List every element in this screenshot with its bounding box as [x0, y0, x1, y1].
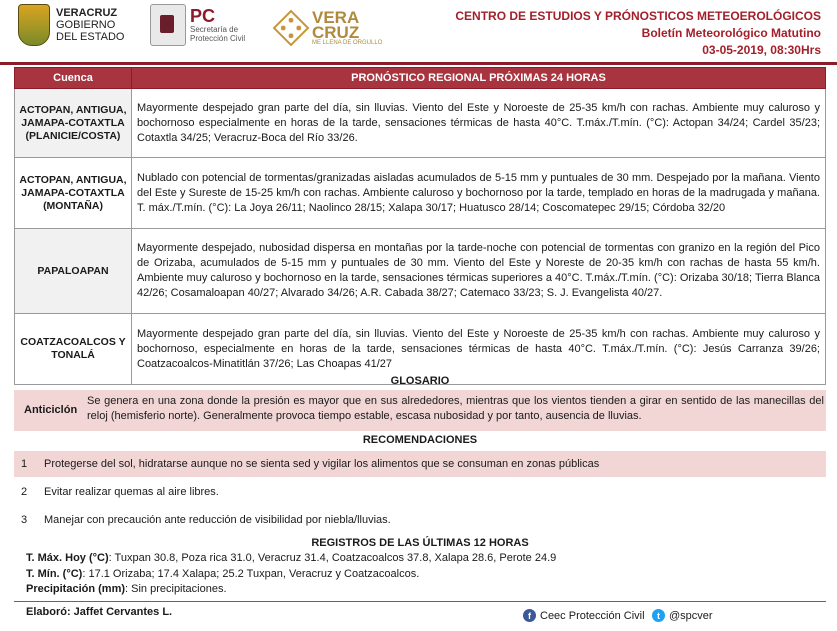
glossary-term: Anticiclón — [24, 404, 78, 416]
header-divider — [0, 62, 837, 65]
recommendations-title: RECOMENDACIONES — [362, 434, 478, 446]
cuenca-cell: COATZACOALCOS Y TONALÁ — [15, 314, 132, 385]
list-item — [14, 451, 826, 477]
brand-line2: CRUZ — [312, 23, 360, 42]
cuenca-cell: ACTOPAN, ANTIGUA, JAMAPA-COTAXTLA (PLANICIE/COSTA) — [15, 89, 132, 158]
proteccion-civil-logo — [150, 4, 245, 46]
pc-line2: Protección Civil — [190, 34, 246, 43]
facebook-icon: f — [523, 609, 536, 622]
twitter-link[interactable] — [652, 609, 713, 622]
forecast-cell: Nublado con potencial de tormentas/granizadas aisladas acumulados de 5-15 mm y puntuales de 30 mm. Despejado por la mañana. Viento del Este y Sureste de 15-25 km/h con rachas. Ambiente caluroso y bochornoso por la tarde, templado en horas de la madrugada y mañana. T. máx./T.mín. (°C): La Joya 26/11; Naolinco 28/15; Xalapa 30/17; Huatusco 28/14; Coscomatepec 29/15; Córdoba 32/20 — [132, 158, 826, 229]
cuenca-cell: PAPALOAPAN — [15, 229, 132, 314]
cuenca-cell: ACTOPAN, ANTIGUA, JAMAPA-COTAXTLA (MONTAÑA) — [15, 158, 132, 229]
column-header-cuenca: Cuenca — [15, 68, 132, 89]
list-item — [14, 507, 826, 533]
facebook-link[interactable] — [523, 609, 645, 622]
records-min — [26, 568, 419, 580]
item-text: Manejar con precaución ante reducción de visibilidad por niebla/lluvias. — [44, 514, 391, 526]
footer-divider — [14, 601, 826, 602]
table-row — [15, 229, 826, 314]
records-max — [26, 552, 556, 564]
forecast-cell: Mayormente despejado gran parte del día, sin lluvias. Viento del Este y Noroeste de 25-35 km/h con rachas. Ambiente muy caluroso y bochornoso, especialmente en horas de la tarde, sensaciones térmicas de hasta 40°C. T.máx./T.mín. (°C): Jesús Carranza 39/26; Coatzacoalcos-Minatitlán 37/26; Las Choapas 41/27 — [132, 314, 826, 385]
pc-line1: Secretaría de — [190, 25, 239, 34]
facebook-handle: Ceec Protección Civil — [540, 609, 645, 622]
item-text: Evitar realizar quemas al aire libres. — [44, 486, 219, 498]
page-header — [0, 0, 837, 62]
glossary-title: GLOSARIO — [390, 375, 450, 387]
brand-line1: VERA — [312, 8, 360, 27]
glossary-definition: Se genera en una zona donde la presión es mayor que en sus alrededores, mientras que los vientos tienden a girar en sentido de las manecillas del reloj (hemisferio norte). Generalmente provoca tiempo estable, escasa nubosidad y por tanto, ausencia de lluvias. — [87, 395, 824, 422]
state-shield-icon — [18, 4, 50, 46]
column-header-pronostico: PRONÓSTICO REGIONAL PRÓXIMAS 24 HORAS — [132, 68, 826, 89]
records-max-label: T. Máx. Hoy (°C) — [26, 552, 109, 564]
item-text: Protegerse del sol, hidratarse aunque no se sienta sed y vigilar los alimentos que se consuman en zonas públicas — [44, 458, 600, 470]
forecast-cell: Mayormente despejado gran parte del día, sin lluvias. Viento del Este y Noroeste de 25-35 km/h con rachas. Ambiente muy caluroso y bochornoso especialmente en horas de la tarde, sensaciones térmicas de hasta 40°C. T.máx./T.mín. (°C): Actopan 34/24; Cardel 35/23; Cotaxtla 34/25; Veracruz-Boca del Río 33/26. — [132, 89, 826, 158]
item-number: 1 — [21, 458, 28, 470]
records-min-label: T. Mín. (°C) — [26, 568, 83, 580]
records-precip-label: Precipitación (mm) — [26, 583, 126, 595]
author-credit: Elaboró: Jaffet Cervantes L. — [26, 606, 173, 618]
item-number: 2 — [21, 486, 28, 498]
item-number: 3 — [21, 514, 28, 526]
list-item — [14, 479, 826, 505]
records-precip-value: : Sin precipitaciones. — [125, 583, 227, 595]
knot-icon — [273, 10, 310, 47]
glossary-box — [14, 390, 826, 431]
twitter-handle: @spcver — [669, 609, 713, 622]
records-max-value: : Tuxpan 30.8, Poza rica 31.0, Veracruz 31.4, Coatzacoalcos 37.8, Xalapa 28.6, Perote 24.9 — [108, 552, 557, 564]
gov-logo-line3: DEL ESTADO — [56, 31, 125, 43]
gov-logo-line1: VERACRUZ — [56, 7, 118, 19]
table-row — [15, 314, 826, 385]
bulletin-date: 03-05-2019, 08:30Hrs — [702, 43, 821, 57]
bulletin-title-block — [455, 8, 821, 59]
brand-tagline: ME LLENA DE ORGULLO — [312, 40, 383, 46]
table-row — [15, 158, 826, 229]
gov-logo-line2: GOBIERNO — [56, 19, 116, 31]
records-title: REGISTROS DE LAS ÚLTIMAS 12 HORAS — [311, 537, 529, 549]
forecast-cell: Mayormente despejado, nubosidad dispersa en montañas por la tarde-noche con potencial de tormentas con granizo en la región del Pico de Orizaba, acumulados de 5-15 mm y puntuales de 30 mm. Viento del Este y Noreste de 20-35 km/h con rachas de hasta 55 km/h. Ambiente muy caluroso y bochornoso en la tarde, sensaciones térmicas superiores a 40°C. T.máx./T.mín. (°C): Orizaba 30/18; Tierra Blanca 42/26; Cosamaloapan 40/27; Alvarado 34/26; A.R. Cabada 38/27; Catemaco 33/23; S. J. Evangelista 40/27. — [132, 229, 826, 314]
bulletin-name: Boletín Meteorológico Matutino — [641, 26, 821, 40]
veracruz-brand-logo — [278, 10, 382, 46]
center-name: CENTRO DE ESTUDIOS Y PRÓNOSTICOS METEOEROLÓGICOS — [455, 9, 821, 23]
records-precip — [26, 583, 227, 595]
forecast-table — [14, 67, 826, 385]
table-row — [15, 89, 826, 158]
pc-emblem-icon — [150, 4, 186, 46]
twitter-icon: t — [652, 609, 665, 622]
veracruz-government-logo — [18, 4, 124, 46]
pc-abbr: PC — [190, 6, 216, 26]
records-min-value: : 17.1 Orizaba; 17.4 Xalapa; 25.2 Tuxpan, Veracruz y Coatzacoalcos. — [82, 568, 420, 580]
